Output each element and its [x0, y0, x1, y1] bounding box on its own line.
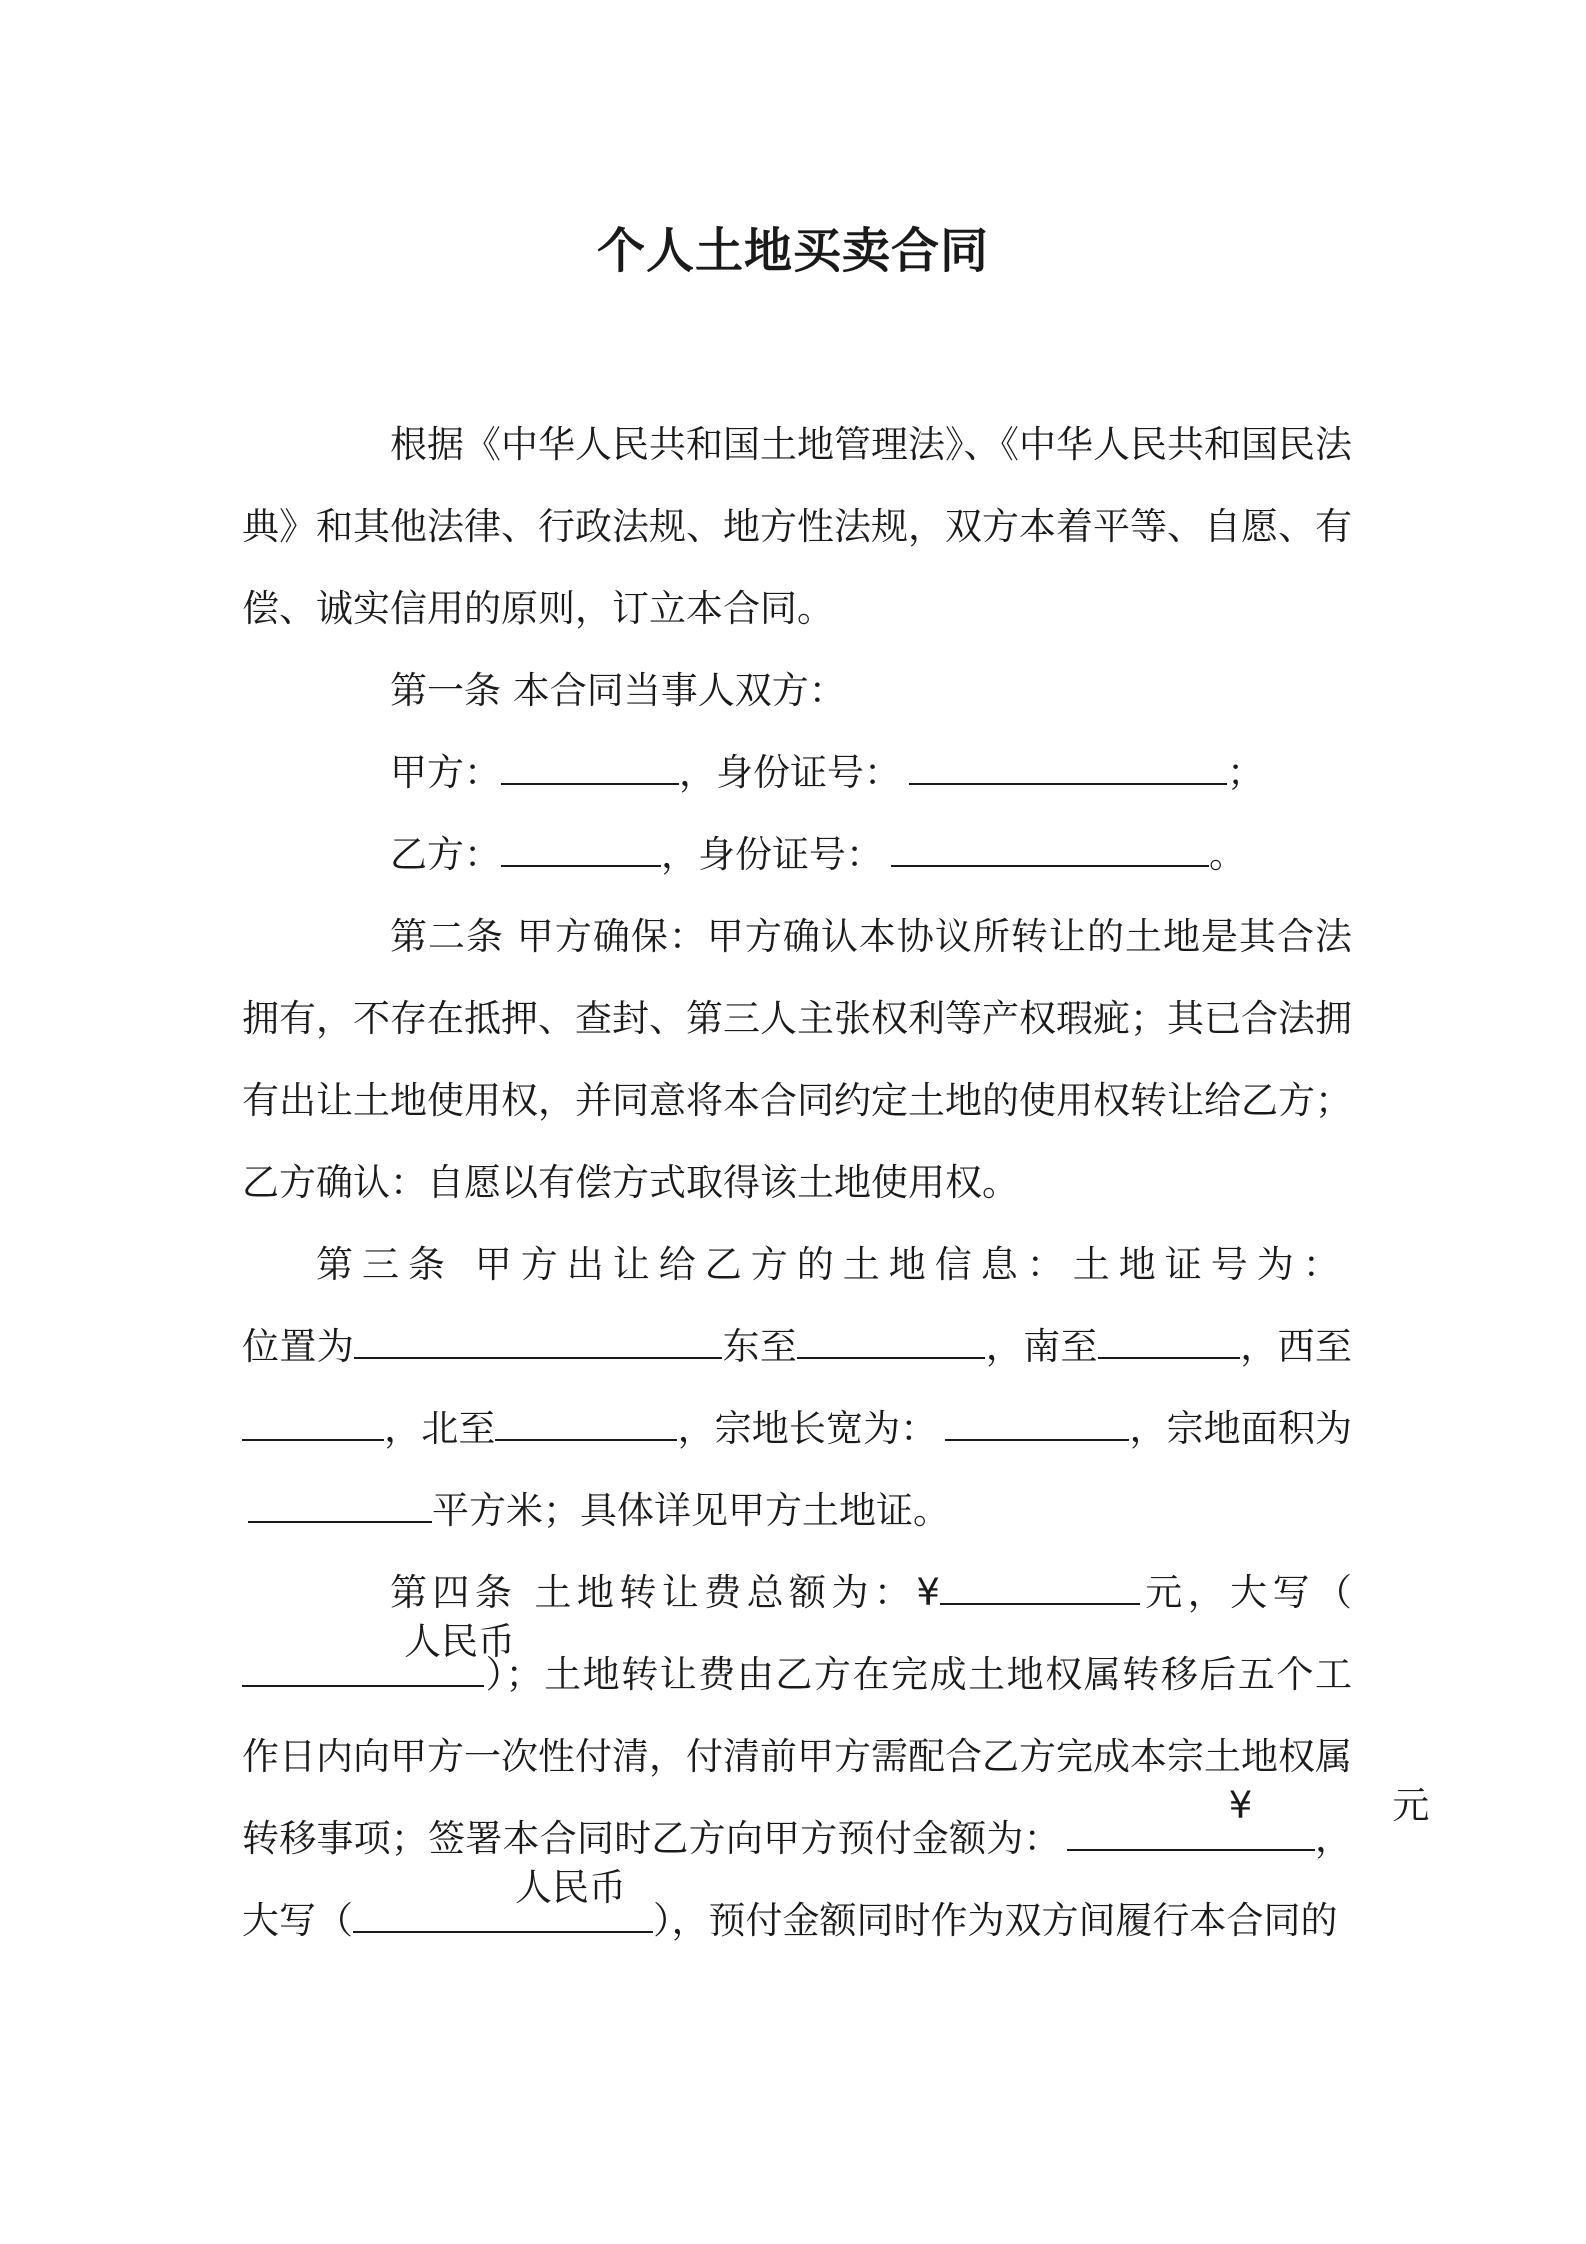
preamble-paragraph: 根据《中华人民共和国土地管理法》、《中华人民共和国民法典》和其他法律、行政法规、地方性法规，双方本着平等、自愿、有偿、诚实信用的原则，订立本合同。 — [242, 423, 1352, 630]
payment-text: ）；土地转让费由乙方在完成土地权属转移后五个工作日内向甲方一次性付清，付清前甲方需配合乙方完成本宗土地权属转移事项；签署本合同时乙方向甲方预付金额为： — [242, 1653, 1352, 1860]
party-a-line — [242, 732, 1352, 814]
prepay-currency: ¥ — [1228, 1784, 1253, 1827]
page-title: 个人土地买卖合同 — [596, 223, 989, 279]
closing-text: ），预付金额同时作为双方间履行本合同的 — [653, 1899, 1338, 1942]
party-b-id-blank[interactable] — [891, 827, 1209, 867]
total-fee-label: 第四条 土地转让费总额为：¥ — [390, 1571, 940, 1614]
prepay-comma: ， — [1314, 1817, 1352, 1860]
size-label: ，宗地长宽为： — [677, 1407, 938, 1450]
rmb-prefix-1: 人民币 — [404, 1620, 515, 1663]
party-b-line — [242, 814, 1352, 896]
total-fee-words-blank[interactable] — [242, 1620, 515, 1687]
yuan-label: 元，大写（ — [1139, 1571, 1352, 1614]
area-label: ，宗地面积为 — [1129, 1407, 1353, 1450]
article-4-paragraph — [242, 1552, 1430, 1962]
size-blank[interactable] — [945, 1401, 1129, 1441]
daxie-label: 大写（ — [242, 1899, 353, 1942]
prepay-words-blank[interactable] — [353, 1866, 653, 1933]
prepay-yuan: 元 — [1392, 1784, 1430, 1827]
article-2-paragraph: 第二条 甲方确保：甲方确认本协议所转让的土地是其合法拥有，不存在抵押、查封、第三人主张权利等产权瑕疵；其已合法拥有出让土地使用权，并同意将本合同约定土地的使用权转让给乙方；乙方确认：自愿以有偿方式取得该土地使用权。 — [242, 915, 1352, 1204]
contract-body — [242, 404, 1430, 1962]
article-1-heading: 第一条 本合同当事人双方： — [390, 669, 846, 712]
location-blank[interactable] — [354, 1319, 722, 1359]
party-b-id-label: ，身份证号： — [661, 833, 883, 876]
north-label: ，北至 — [384, 1407, 496, 1450]
party-a-name-blank[interactable] — [501, 745, 679, 785]
west-blank[interactable] — [242, 1401, 384, 1441]
party-a-id-label: ，身份证号： — [679, 751, 901, 794]
party-b-label: 乙方： — [390, 833, 501, 876]
south-blank[interactable] — [1098, 1319, 1240, 1359]
east-label: 东至 — [722, 1325, 798, 1368]
south-label: ，南至 — [985, 1325, 1098, 1368]
prepay-amount-blank[interactable] — [1067, 1784, 1430, 1851]
north-blank[interactable] — [495, 1401, 677, 1441]
party-a-end: ； — [1227, 751, 1264, 794]
article-3-heading: 第三条 甲方出让给乙方的土地信息：土地证号为： — [316, 1243, 1349, 1286]
article-3-land-info — [242, 1306, 1352, 1552]
total-fee-blank[interactable] — [940, 1565, 1140, 1605]
area-unit: 平方米；具体详见甲方土地证。 — [432, 1489, 950, 1532]
party-a-id-blank[interactable] — [909, 745, 1227, 785]
party-b-end: 。 — [1209, 833, 1246, 876]
west-label: ，西至 — [1239, 1325, 1353, 1368]
east-blank[interactable] — [797, 1319, 985, 1359]
rmb-prefix-2: 人民币 — [515, 1866, 626, 1909]
party-b-name-blank[interactable] — [501, 827, 661, 867]
area-blank[interactable] — [248, 1483, 432, 1523]
location-label: 位置为 — [242, 1325, 355, 1368]
party-a-label: 甲方： — [390, 751, 501, 794]
